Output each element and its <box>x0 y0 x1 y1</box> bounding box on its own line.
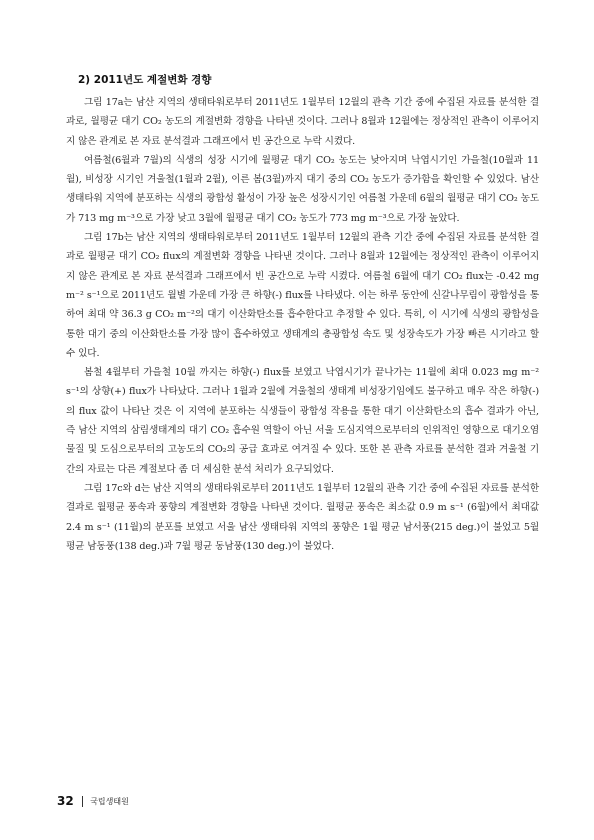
section-heading: 2) 2011년도 계절변화 경향 <box>78 74 212 86</box>
footer-divider <box>82 796 84 807</box>
paragraph-co2-concentration-intro: 그림 17a는 남산 지역의 생태타워로부터 2011년도 1월부터 12월의 관측 기간 중에 수집된 자료를 분석한 결과로, 월평균 대기 CO₂ 농도의 계절변화 경향을 나타낸 것이다. 그러나 8월과 12월에는 정상적인 관측이 이루어지지 않은 관계로 본 자료 분석결과 그래프에서 빈 공간으로 누락 시켰다. <box>66 97 539 147</box>
page-footer <box>57 794 129 808</box>
organization-name: 국립생태원 <box>90 796 129 806</box>
page-number: 32 <box>57 794 74 808</box>
document-body <box>66 72 539 556</box>
paragraph-co2-flux: 그림 17b는 남산 지역의 생태타워로부터 2011년도 1월부터 12월의 관측 기간 중에 수집된 자료를 분석한 결과로 월평균 대기 CO₂ flux의 계절변화 경향을 나타낸 것이다. 그러나 8월과 12월에는 정상적인 관측이 이루어지지 않은 관계로 본 자료 분석결과 그래프에서 빈 공간으로 누락 시켰다. 여름철 6월에 대기 CO₂ flux는 -0.42 mg m⁻² s⁻¹으로 2011년도 월별 가운데 가장 큰 하향(-) flux를 나타냈다. 이는 하루 동안에 신갈나무림이 광합성을 통하여 최대 약 36.3 g CO₂ m⁻²의 대기 이산화탄소를 흡수한다고 추정할 수 있다. 특히, 이 시기에 식생의 광합성을 통한 대기 중의 이산화탄소를 가장 많이 흡수하였고 생태계의 총광합성 속도 및 성장속도가 가장 빠른 시기라고 할 수 있다. <box>66 232 539 359</box>
paragraph-flux-seasonal: 봄철 4월부터 가을철 10월 까지는 하향(-) flux를 보였고 낙엽시기가 끝나가는 11월에 최대 0.023 mg m⁻² s⁻¹의 상향(+) flux가 나타났다. 그러나 1월과 2월에 겨울철의 생태계 비성장기임에도 불구하고 매우 작은 하향(-)의 flux 값이 나타난 것은 이 지역에 분포하는 식생들이 광합성 작용을 통한 대기 이산화탄소의 흡수 결과가 아닌, 즉 남산 지역의 삼림생태계의 대기 CO₂ 흡수원 역할이 아닌 서울 도심지역으로부터의 인위적인 영향으로 대기오염물질 및 도심으로부터의 고농도의 CO₂의 공급 효과로 여겨질 수 있다. 또한 본 관측 자료를 분석한 결과 겨울철 기간의 자료는 다른 계절보다 좀 더 세심한 분석 처리가 요구되었다. <box>66 367 539 475</box>
paragraph-wind: 그림 17c와 d는 남산 지역의 생태타워로부터 2011년도 1월부터 12월의 관측 기간 중에 수집된 자료를 분석한 결과로 월평균 풍속과 풍향의 계절변화 경향을 나타낸 것이다. 월평균 풍속은 최소값 0.9 m s⁻¹ (6월)에서 최대값 2.4 m s⁻¹ (11월)의 분포를 보였고 서울 남산 생태타워 지역의 풍향은 1월 평균 남서풍(215 deg.)이 불었고 5월 평균 남동풍(138 deg.)과 7월 평균 동남풍(130 deg.)이 불었다. <box>66 482 540 552</box>
paragraph-co2-seasonal: 여름철(6월과 7월)의 식생의 성장 시기에 월평균 대기 CO₂ 농도는 낮아지며 낙엽시기인 가을철(10월과 11월), 비성장 시기인 겨울철(1월과 2월), 이른 봄(3월)까지 대기 중의 CO₂ 농도가 증가함을 확인할 수 있었다. 남산 생태타워 지역에 분포하는 식생의 광합성 활성이 가장 높은 성장시기인 여름철 가운데 6월의 월평균 대기 CO₂ 농도가 713 mg m⁻³으로 가장 낮고 3월에 월평균 대기 CO₂ 농도가 773 mg m⁻³으로 가장 높았다. <box>66 154 539 224</box>
